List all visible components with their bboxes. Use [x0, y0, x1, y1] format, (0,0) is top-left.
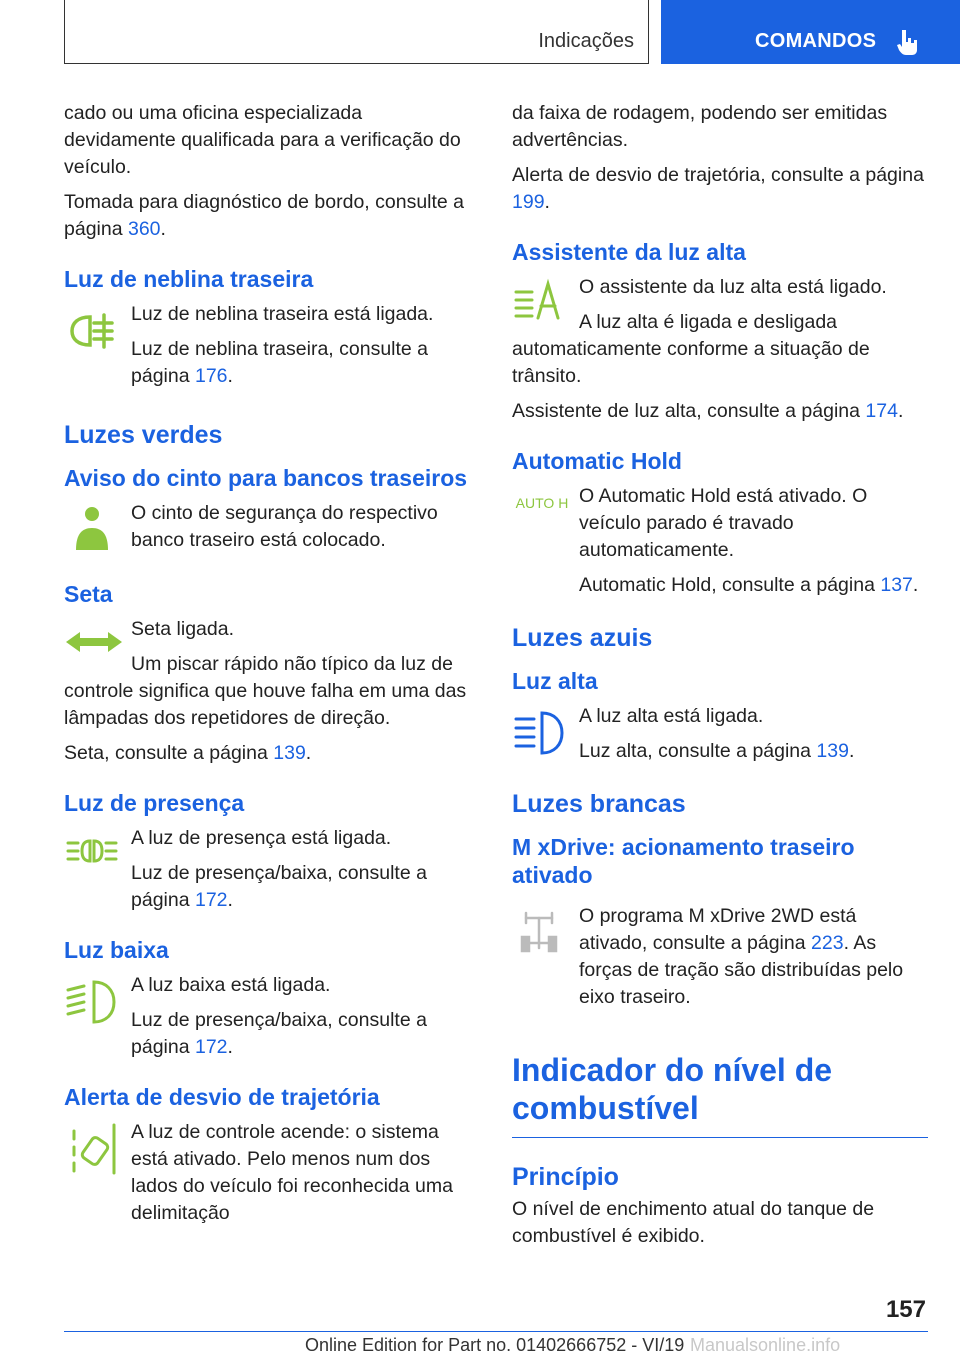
lane-departure-icon: [64, 1119, 124, 1179]
page-link[interactable]: 137: [880, 574, 913, 596]
header-box: [64, 0, 649, 64]
seatbelt-person-icon: [64, 500, 124, 560]
section-title: Aviso do cinto para bancos traseiros: [64, 465, 468, 491]
paragraph: A luz baixa está ligada.: [131, 974, 331, 996]
page-link[interactable]: 174: [865, 400, 898, 422]
page-link[interactable]: 172: [194, 1036, 228, 1058]
paragraph: A luz alta está ligada.: [579, 705, 764, 727]
paragraph: Luz de presença/baixa, consulte a página 172.: [131, 862, 427, 911]
watermark: Manualsonline.info: [690, 1335, 841, 1355]
page-link[interactable]: 199: [512, 191, 545, 213]
page-link[interactable]: 360: [127, 218, 161, 240]
rear-fog-light-icon: [64, 301, 124, 361]
high-beam-icon: [512, 703, 572, 763]
paragraph: cado ou uma oficina especializada devidamente qualificada para a verificação do veículo.: [64, 102, 461, 178]
paragraph: Seta ligada.: [131, 618, 234, 640]
right-column: [512, 100, 928, 1258]
lane-departure-indicator: [64, 1119, 479, 1227]
paragraph: Luz de presença/baixa, consulte a página 172.: [131, 1009, 427, 1058]
high-beam-assist-icon: [512, 274, 572, 334]
high-beam-assist-indicator: [512, 274, 928, 425]
fog-light-indicator: [64, 301, 479, 390]
turn-signal-arrows-icon: [64, 616, 124, 676]
paragraph: O nível de enchimento atual do tanque de combustível é exibido.: [512, 1198, 875, 1247]
section-heading: Princípio: [512, 1163, 619, 1191]
header-tab-label: COMANDOS: [755, 30, 877, 52]
section-title: M xDrive: acionamento traseiro ativado: [512, 834, 855, 888]
paragraph: Um piscar rápido não típico da luz de controle significa que houve falha em uma das lâmpadas dos repetidores de direção.: [64, 653, 467, 729]
paragraph: A luz alta é ligada e desligada automaticamente conforme a situação de trânsito.: [512, 311, 870, 387]
page-link[interactable]: 172: [194, 889, 228, 911]
low-beam-icon: [64, 972, 124, 1032]
paragraph: Automatic Hold, consulte a página 137.: [579, 574, 919, 596]
page-link[interactable]: 223: [811, 932, 844, 954]
header-label: Indicações: [538, 30, 634, 52]
paragraph: A luz de presença está ligada.: [131, 827, 392, 849]
parking-light-indicator: [64, 825, 479, 914]
edition-note: Online Edition for Part no. 01402666752 - VI/19: [305, 1335, 685, 1355]
paragraph: Assistente de luz alta, consulte a página 174.: [512, 400, 904, 422]
section-title: Alerta de desvio de trajetória: [64, 1084, 380, 1110]
automatic-hold-indicator: [512, 483, 928, 599]
m-xdrive-indicator: [512, 903, 928, 1011]
paragraph: Tomada para diagnóstico de bordo, consulte a página 360.: [64, 191, 465, 240]
page-link[interactable]: 176: [194, 365, 228, 387]
section-title: Luz de presença: [64, 790, 245, 816]
paragraph: da faixa de rodagem, podendo ser emitidas advertências.: [512, 102, 888, 151]
page-number: 157: [885, 1296, 926, 1323]
footer-divider: [64, 1331, 928, 1332]
paragraph: Luz alta, consulte a página 139.: [579, 740, 855, 762]
divider: [512, 1137, 928, 1138]
left-column: [64, 100, 479, 1235]
section-title: Automatic Hold: [512, 448, 682, 474]
section-heading: Luzes brancas: [512, 790, 686, 818]
seatbelt-indicator: [64, 500, 479, 554]
paragraph: Alerta de desvio de trajetória, consulte a página 199.: [512, 164, 924, 213]
paragraph: O assistente da luz alta está ligado.: [579, 276, 887, 298]
section-title: Luz alta: [512, 668, 598, 694]
paragraph: Seta, consulte a página 139.: [64, 742, 312, 764]
turn-signal-indicator: [64, 616, 479, 767]
low-beam-indicator: [64, 972, 479, 1061]
high-beam-indicator: [512, 703, 928, 765]
rear-wheel-drive-icon: [512, 903, 572, 963]
section-title: Luz baixa: [64, 937, 169, 963]
section-title: Assistente da luz alta: [512, 239, 746, 265]
paragraph: O cinto de segurança do respectivo banco traseiro está colocado.: [131, 502, 438, 551]
section-heading: Luzes verdes: [64, 421, 223, 449]
paragraph: O Automatic Hold está ativado. O veículo parado é travado automaticamente.: [579, 485, 868, 561]
paragraph: Luz de neblina traseira está ligada.: [131, 303, 434, 325]
parking-light-icon: [64, 825, 124, 885]
section-title: Seta: [64, 581, 113, 607]
chapter-title: Indicador do nível de combustível: [512, 1052, 833, 1126]
paragraph: Luz de neblina traseira, consulte a página 176.: [131, 338, 429, 387]
section-title: Luz de neblina traseira: [64, 266, 314, 292]
page-link[interactable]: 139: [816, 740, 849, 762]
header-tab: [661, 0, 960, 64]
auto-hold-icon: AUTO H: [515, 495, 569, 511]
paragraph: A luz de controle acende: o sistema está ativado. Pelo menos num dos lados do veículo foi reconhecida uma delimitação: [131, 1121, 453, 1224]
section-heading: Luzes azuis: [512, 624, 653, 652]
page-link[interactable]: 139: [273, 742, 306, 764]
paragraph: O programa M xDrive 2WD está ativado, consulte a página 223. As forças de tração são distribuídas pelo eixo traseiro.: [579, 905, 904, 1008]
hand-pointer-icon: [896, 28, 920, 56]
